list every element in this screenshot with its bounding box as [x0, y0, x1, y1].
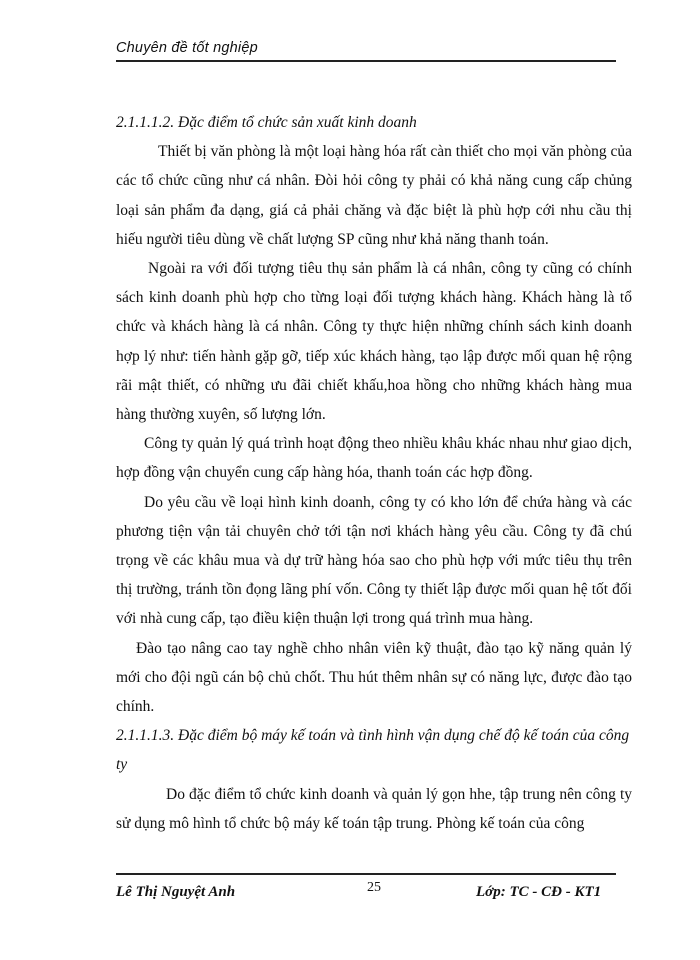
paragraph: Công ty quản lý quá trình hoạt động theo nhiều khâu khác nhau như giao dịch, hợp đồng vận chuyển cung cấp hàng hóa, thanh toán các hợp đồng. [116, 435, 632, 482]
paragraph: Thiết bị văn phòng là một loại hàng hóa rất càn thiết cho mọi văn phòng của các tổ chức cũng như cá nhân. Đòi hỏi công ty phải có khả năng cung cấp chủng loại sản phẩm đa dạng, giá cả phải chăng và đặc biệt là phù hợp cới nhu cầu thị hiếu người tiêu dùng về chất lượng SP cũng như khả năng thanh toán. [116, 143, 632, 248]
paragraph: Do đặc điểm tổ chức kinh doanh và quản lý gọn hhe, tập trung nên công ty sử dụng mô hình tổ chức bộ máy kế toán tập trung. Phòng kế toán của công [116, 785, 632, 832]
paragraph: Do yêu cầu về loại hình kinh doanh, công ty có kho lớn để chứa hàng và các phương tiện vận tải chuyên chở tới tận nơi khách hàng yêu cầu. Công ty đã chú trọng về các khâu mua và dự trữ hàng hóa sao cho phù hợp với mức tiêu thụ trên thị trường, tránh tồn đọng lãng phí vốn. Công ty thiết lập được mối quan hệ tốt đối với nhà cung cấp, tạo điều kiện thuận lợi trong quá trình mua hàng. [116, 493, 632, 628]
section-heading: 2.1.1.1.2. Đặc điểm tổ chức sản xuất kinh doanh [116, 114, 417, 131]
paragraph: Đào tạo nâng cao tay nghề chho nhân viên kỹ thuật, đào tạo kỹ năng quản lý mới cho đội ngũ cán bộ chủ chốt. Thu hút thêm nhân sự có năng lực, được đào tạo chính. [116, 639, 632, 716]
footer-class: Lớp: TC - CĐ - KT1 [476, 884, 602, 900]
footer-author: Lê Thị Nguyệt Anh [116, 884, 236, 900]
document-body [116, 108, 632, 838]
paragraph: Ngoài ra với đối tượng tiêu thụ sản phẩm là cá nhân, công ty cũng có chính sách kinh doanh phù hợp cho từng loại đối tượng khách hàng. Khách hàng là tổ chức và khách hàng là cá nhân. Công ty thực hiện những chính sách kinh doanh hợp lý như: tiến hành gặp gỡ, tiếp xúc khách hàng, tạo lập được mối quan hệ rộng rãi mật thiết, có những ưu đãi chiết khấu,hoa hồng cho những khách hàng mua hàng thường xuyên, số lượng lớn. [116, 260, 632, 424]
header-rule [116, 60, 616, 62]
footer-rule [116, 873, 616, 875]
page-number: 25 [367, 880, 381, 895]
section-heading: 2.1.1.1.3. Đặc điểm bộ máy kế toán và tình hình vận dụng chế độ kế toán của công ty [116, 727, 630, 774]
running-header: Chuyên đề tốt nghiệp [116, 40, 258, 56]
